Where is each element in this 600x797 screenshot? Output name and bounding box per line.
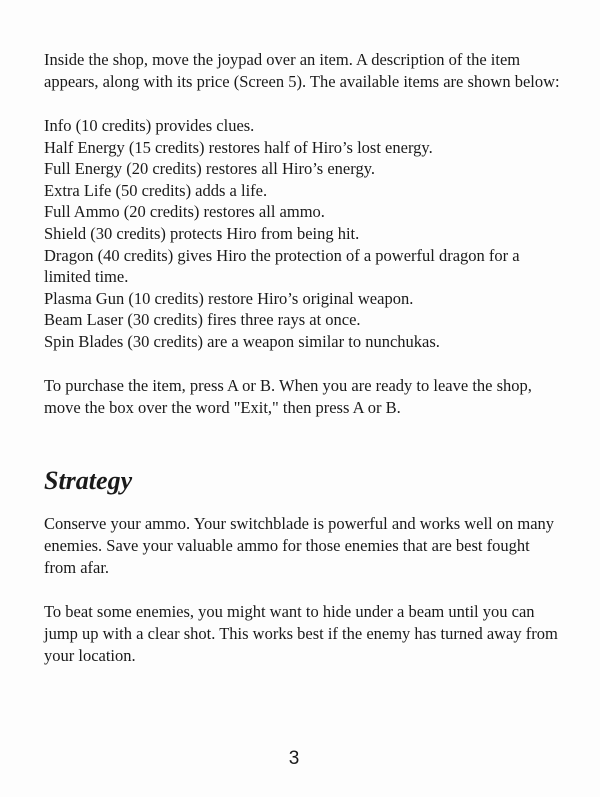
strategy-paragraph-ammo: Conserve your ammo. Your switchblade is powerful and works well on many enemies. Save your valuable ammo for those enemies that are best fought from afar. (44, 513, 555, 577)
shop-item-plasma-gun: Plasma Gun (10 credits) restore Hiro’s original weapon. (44, 288, 414, 308)
shop-item-list (44, 115, 564, 353)
purchase-paragraph: To purchase the item, press A or B. When you are ready to leave the shop, move the box over the word "Exit," then press A or B. (44, 375, 532, 417)
shop-item-beam-laser: Beam Laser (30 credits) fires three rays at once. (44, 310, 361, 330)
shop-item-extra-life: Extra Life (50 credits) adds a life. (44, 180, 268, 200)
shop-item-full-ammo: Full Ammo (20 credits) restores all ammo. (44, 202, 325, 222)
shop-item-spin-blades: Spin Blades (30 credits) are a weapon similar to nunchukas. (44, 331, 440, 351)
shop-item-dragon: Dragon (40 credits) gives Hiro the protection of a powerful dragon for a limited time. (44, 245, 520, 287)
page-number: 3 (288, 748, 300, 769)
strategy-paragraph-beam: To beat some enemies, you might want to hide under a beam until you can jump up with a clear shot. This works best if the enemy has turned away from your location. (44, 601, 558, 665)
shop-item-info: Info (10 credits) provides clues. (44, 116, 255, 135)
page-content (44, 49, 564, 689)
shop-item-shield: Shield (30 credits) protects Hiro from being hit. (44, 223, 360, 243)
strategy-heading: Strategy (44, 465, 133, 495)
shop-item-full-energy: Full Energy (20 credits) restores all Hiro’s energy. (44, 159, 375, 179)
shop-item-half-energy: Half Energy (15 credits) restores half of Hiro’s lost energy. (44, 137, 433, 157)
intro-paragraph: Inside the shop, move the joypad over an item. A description of the item appears, along with its price (Screen 5). The available items are shown below: (44, 50, 560, 91)
